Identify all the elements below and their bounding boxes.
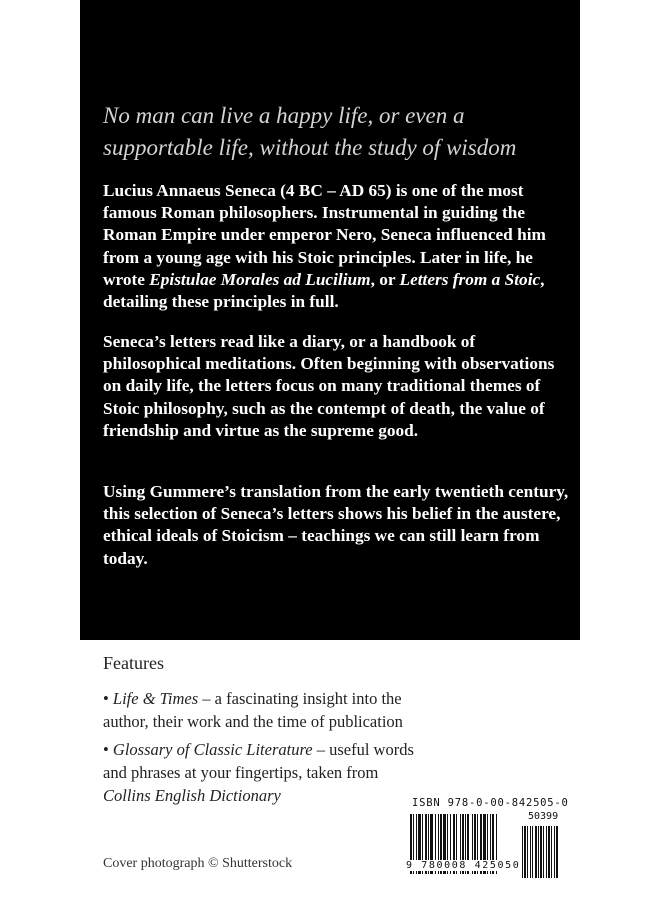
pull-quote [103,100,563,164]
bullet-icon: • [103,740,109,759]
barcode-addon-bar [527,826,528,878]
blurb-p1-text-a: Lucius Annaeus Seneca (4 BC – AD 65) is one of the most famous Roman philosophers. Instrumental in guiding the Roman Empire under emperor Nero, Seneca influenced him from a young age with his Stoic principles. Later in life, he wrote [103,181,546,289]
blurb-p1-text-c: , detailing these principles in full. [103,269,545,312]
barcode-addon-bar [543,826,544,878]
feature-description: – a fascinating insight into the author, their work and the time of publication [103,689,403,731]
barcode-addon-bar [548,826,550,878]
barcode-addon-bar [530,826,531,878]
feature-title: Glossary of Classic Literature [112,740,313,759]
ean-digits [404,860,522,871]
back-cover-blurb-panel [80,0,580,640]
barcode-addon-bar [538,826,539,878]
barcode-addon-bar [554,826,555,878]
feature-item-glossary [103,738,423,807]
barcode-addon-bar [546,826,547,878]
ean-first-digit: 9 [406,860,414,871]
blurb-latin-title: Epistulae Morales ad Lucilium [149,269,371,289]
features-heading: Features [103,653,164,673]
price-code: 50399 [528,811,559,822]
barcode-addon-bar [524,826,526,878]
ean-remaining-digits: 780008 425050 [421,860,521,871]
barcode-addon-bar [535,826,537,878]
barcode-addon-bar [556,826,558,878]
barcode-addon-bar [540,826,542,878]
pull-quote-line-1: No man can live a happy life, or even a [103,103,465,128]
blurb-paragraph-1 [103,180,573,313]
barcode-addon-bar [551,826,552,878]
blurb-p1-text-b: , or [370,269,400,289]
feature-item-life-and-times [103,687,423,733]
blurb-english-title: Letters from a Stoic [399,269,541,289]
bullet-icon: • [103,689,109,708]
feature-description: – useful words and phrases at your fingertips, taken from [103,740,414,782]
barcode-addon-bar [532,826,533,878]
cover-photo-credit: Cover photograph © Shutterstock [103,856,293,871]
barcode [408,812,560,894]
isbn-label: ISBN 978-0-00-842505-0 [412,797,569,809]
feature-title: Life & Times [112,689,199,708]
barcode-bars [408,812,560,894]
blurb-paragraph-3: Using Gummere’s translation from the early twentieth century, this selection of Seneca’s letters shows his belief in the austere, ethical ideals of Stoicism – teachings we can still learn from today. [103,482,569,568]
pull-quote-line-2: supportable life, without the study of wisdom [103,135,517,160]
feature-source: Collins English Dictionary [103,786,281,805]
blurb-paragraph-2: Seneca’s letters read like a diary, or a handbook of philosophical meditations. Often beginning with observations on daily life, the letters focus on many traditional themes of Stoic philosophy, such as the contempt of death, the value of friendship and virtue as the supreme good. [103,332,555,440]
